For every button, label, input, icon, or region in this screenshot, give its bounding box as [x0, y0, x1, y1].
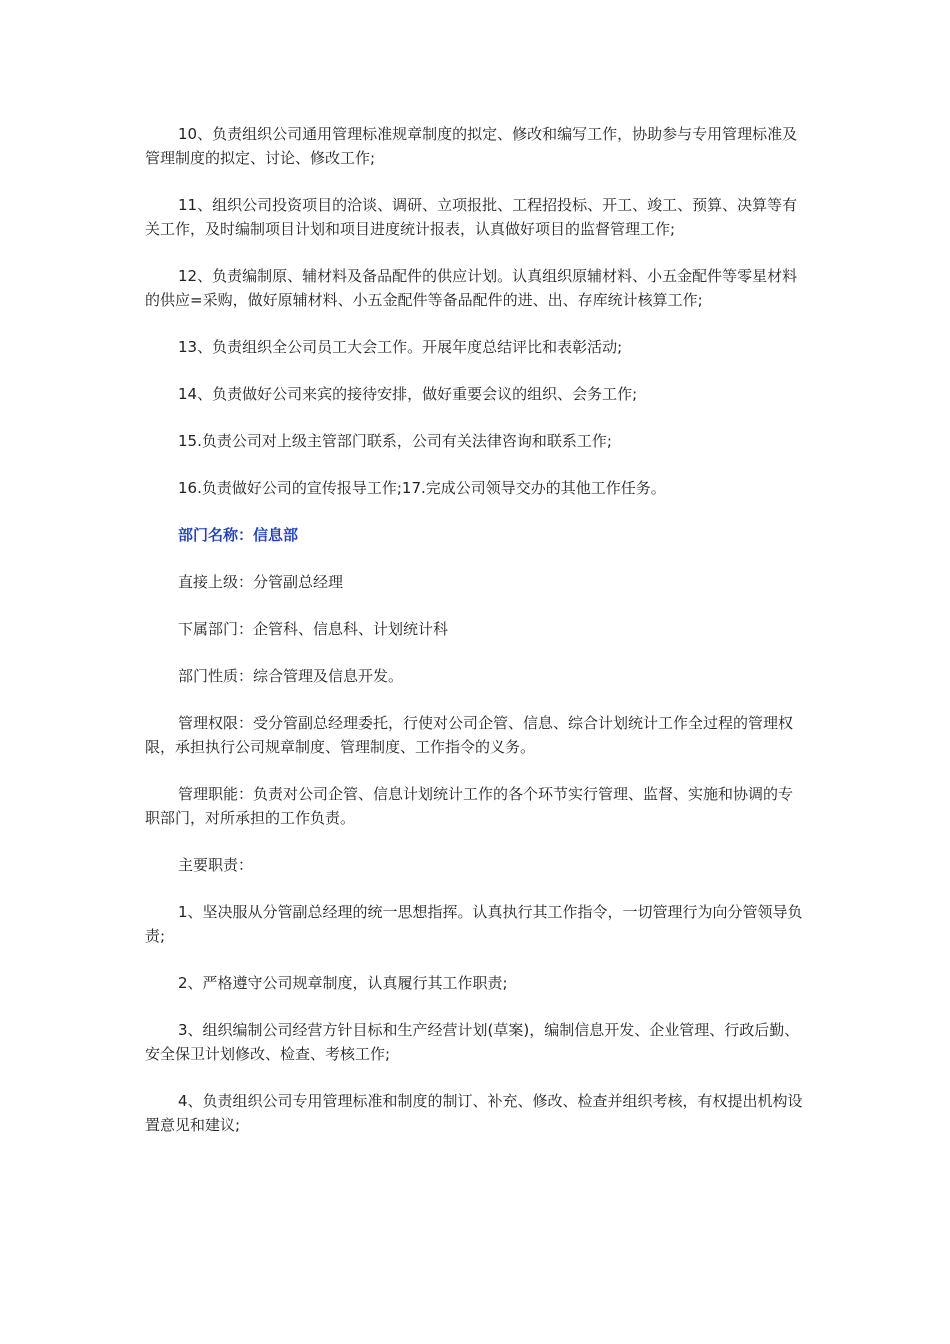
duty-item-12: 12、负责编制原、辅材料及备品配件的供应计划。认真组织原辅材料、小五金配件等零星材料的供应=采购，做好原辅材料、小五金配件等备品配件的进、出、存库统计核算工作;	[145, 267, 798, 309]
duty-item-11: 11、组织公司投资项目的洽谈、调研、立项报批、工程招投标、开工、竣工、预算、决算等有关工作，及时编制项目计划和项目进度统计报表，认真做好项目的监督管理工作;	[145, 196, 798, 238]
duty-item-16-17: 16.负责做好公司的宣传报导工作;17.完成公司领导交办的其他工作任务。	[178, 479, 666, 497]
duty-item-14: 14、负责做好公司来宾的接待安排，做好重要会议的组织、会务工作;	[178, 385, 638, 403]
duty-item-10: 10、负责组织公司通用管理标准规章制度的拟定、修改和编写工作，协助参与专用管理标准及管理制度的拟定、讨论、修改工作;	[145, 125, 798, 167]
duty-item-1: 1、坚决服从分管副总经理的统一思想指挥。认真执行其工作指令，一切管理行为向分管领导负责;	[145, 903, 803, 945]
duty-item-15: 15.负责公司对上级主管部门联系，公司有关法律咨询和联系工作;	[178, 432, 612, 450]
subordinate-departments: 下属部门：企管科、信息科、计划统计科	[178, 620, 449, 638]
duty-item-3: 3、组织编制公司经营方针目标和生产经营计划(草案)，编制信息开发、企业管理、行政后勤、安全保卫计划修改、检查、考核工作;	[145, 1021, 800, 1063]
duty-item-13: 13、负责组织全公司员工大会工作。开展年度总结评比和表彰活动;	[178, 338, 623, 356]
duty-item-2: 2、严格遵守公司规章制度，认真履行其工作职责;	[178, 974, 508, 992]
management-function: 管理职能：负责对公司企管、信息计划统计工作的各个环节实行管理、监督、实施和协调的专职部门，对所承担的工作负责。	[145, 785, 794, 827]
main-duties-label: 主要职责：	[178, 856, 254, 874]
department-nature: 部门性质：综合管理及信息开发。	[178, 667, 404, 685]
department-name-heading: 部门名称：信息部	[178, 526, 299, 544]
direct-superior: 直接上级：分管副总经理	[178, 573, 344, 591]
management-authority: 管理权限：受分管副总经理委托，行使对公司企管、信息、综合计划统计工作全过程的管理权限，承担执行公司规章制度、管理制度、工作指令的义务。	[145, 714, 794, 756]
duty-item-4: 4、负责组织公司专用管理标准和制度的制订、补充、修改、检查并组织考核，有权提出机构设置意见和建议;	[145, 1092, 803, 1134]
document-page	[145, 122, 805, 1160]
